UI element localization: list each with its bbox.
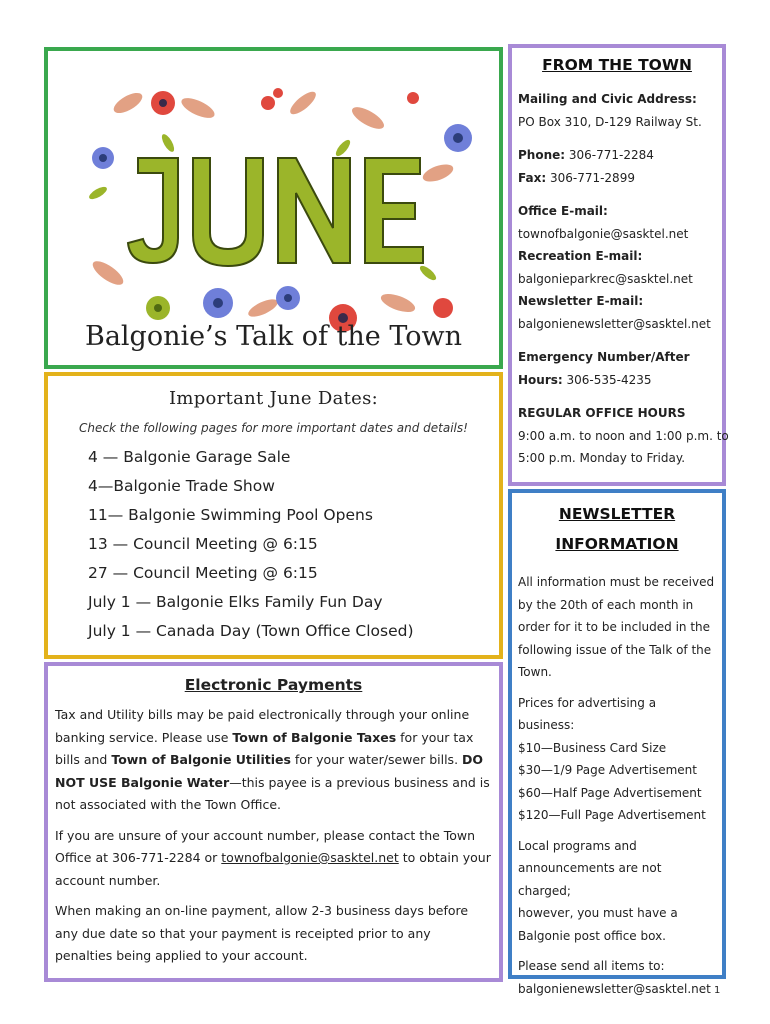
advertising-prices: Prices for advertising a business: $10—Business Card Size $30—1/9 Page Advertisement $60—Half Page Advertisement $120—Full Page Advertisement xyxy=(518,695,706,822)
june-lettering xyxy=(128,158,423,266)
phone-line: Phone: 306-771-2284 xyxy=(518,148,654,162)
june-floral-illustration xyxy=(68,63,482,343)
newsletter-email-label: Newsletter E-mail: xyxy=(518,294,644,308)
list-item: 11— Balgonie Swimming Pool Opens xyxy=(88,506,373,524)
town-heading: FROM THE TOWN xyxy=(542,56,692,74)
newsletter-paragraph: Please send all items to: balgonienewsletter@sasktel.net xyxy=(518,955,716,1000)
emergency-line: Hours: 306-535-4235 xyxy=(518,372,652,387)
office-hours-line: 9:00 a.m. to noon and 1:00 p.m. to xyxy=(518,428,729,443)
payments-paragraph: When making an on-line payment, allow 2-3 business days before any due date so that your payment is receipted prior to any penalties being applied to your account. xyxy=(55,903,469,963)
dates-heading: Important June Dates: xyxy=(168,388,379,409)
mailing-address: PO Box 310, D-129 Railway St. xyxy=(518,114,702,129)
from-the-town-panel xyxy=(508,44,729,486)
page-number: 1 xyxy=(714,985,721,996)
town-email-link[interactable]: townofbalgonie@sasktel.net xyxy=(221,850,399,865)
newsletter-email[interactable]: balgonienewsletter@sasktel.net xyxy=(518,316,711,331)
payments-heading: Electronic Payments xyxy=(184,676,363,694)
dates-subtitle: Check the following pages for more important dates and details! xyxy=(79,421,468,435)
payments-paragraph: If you are unsure of your account number, please contact the Town Office at 306-771-2284 or townofbalgonie@sasktel.net to obtain your account number. xyxy=(55,827,491,888)
important-dates-panel xyxy=(44,372,503,659)
list-item: July 1 — Balgonie Elks Family Fun Day xyxy=(88,593,383,611)
emergency-label: Emergency Number/After xyxy=(518,350,690,364)
newsletter-info-panel xyxy=(508,489,726,996)
newsletter-email-link[interactable]: balgonienewsletter@sasktel.net xyxy=(518,981,711,996)
office-hours-line: 5:00 p.m. Monday to Friday. xyxy=(518,451,686,465)
office-hours-label: REGULAR OFFICE HOURS xyxy=(518,406,686,420)
list-item: 27 — Council Meeting @ 6:15 xyxy=(88,564,318,582)
office-email-label: Office E-mail: xyxy=(518,204,608,218)
mailing-label: Mailing and Civic Address: xyxy=(518,92,697,106)
newsletter-heading: NEWSLETTER INFORMATION xyxy=(555,505,679,553)
electronic-payments-panel xyxy=(44,662,503,982)
list-item: 13 — Council Meeting @ 6:15 xyxy=(88,535,318,553)
list-item: 4 — Balgonie Garage Sale xyxy=(88,448,291,466)
office-email[interactable]: townofbalgonie@sasktel.net xyxy=(518,226,689,241)
list-item: July 1 — Canada Day (Town Office Closed) xyxy=(88,622,414,640)
newsletter-paragraph: Local programs and announcements are not charged; however, you must have a Balgonie post office box. xyxy=(518,838,678,943)
hero-panel xyxy=(44,47,503,369)
payments-paragraph: Tax and Utility bills may be paid electronically through your online banking service. Please use Town of Balgonie Taxes for your tax bills and Town of Balgonie Utilities for your water/sewer bills. DO NOT USE Balgonie Water—this payee is a previous business and is not associated with the Town Office. xyxy=(55,707,490,812)
recreation-email[interactable]: balgonieparkrec@sasktel.net xyxy=(518,271,693,286)
fax-line: Fax: 306-771-2899 xyxy=(518,170,635,185)
recreation-email-label: Recreation E-mail: xyxy=(518,249,643,263)
list-item: 4—Balgonie Trade Show xyxy=(88,477,275,495)
newsletter-paragraph: All information must be received by the 20th of each month in order for it to be included in the following issue of the Talk of the Town. xyxy=(518,575,715,679)
newsletter-title: Balgonie’s Talk of the Town xyxy=(84,321,463,352)
dates-list xyxy=(48,443,499,646)
